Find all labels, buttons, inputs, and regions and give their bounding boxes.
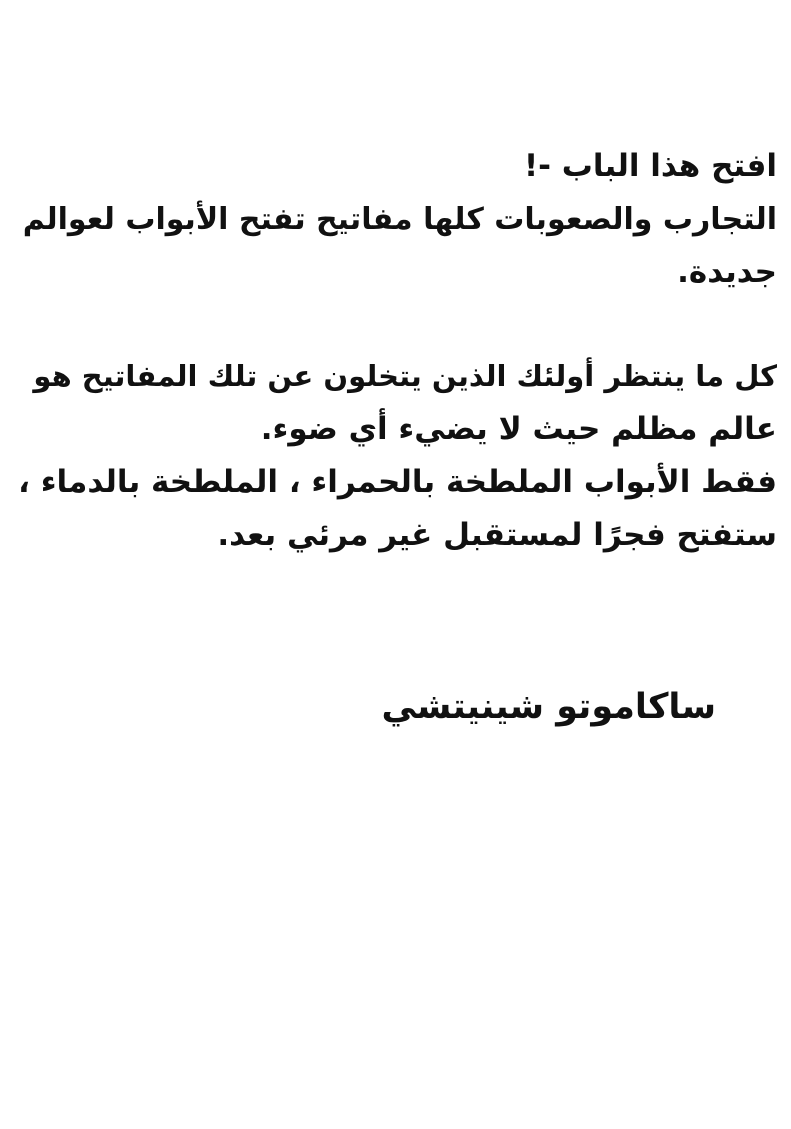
paragraph-2 bbox=[17, 350, 777, 562]
paragraph-2-line-3: فقط الأبواب الملطخة بالحمراء ، الملطخة بالدماء ، bbox=[18, 464, 777, 500]
paragraph-2-line-2: عالم مظلم حيث لا يضيء أي ضوء. bbox=[260, 411, 777, 447]
paragraph-2-line-4: ستفتح فجرًا لمستقبل غير مرئي بعد. bbox=[217, 517, 777, 553]
paragraph-2-line-1: كل ما ينتظر أولئك الذين يتخلون عن تلك المفاتيح هو bbox=[33, 359, 777, 393]
author-signature: ساكاموتو شينيتشي bbox=[381, 687, 716, 727]
paragraph-1-line-2: التجارب والصعوبات كلها مفاتيح تفتح الأبواب لعوالم bbox=[22, 202, 777, 237]
paragraph-1-line-1: افتح هذا الباب -! bbox=[523, 148, 777, 184]
paragraph-1-line-3: جديدة. bbox=[677, 254, 777, 290]
paragraph-1 bbox=[17, 140, 777, 299]
